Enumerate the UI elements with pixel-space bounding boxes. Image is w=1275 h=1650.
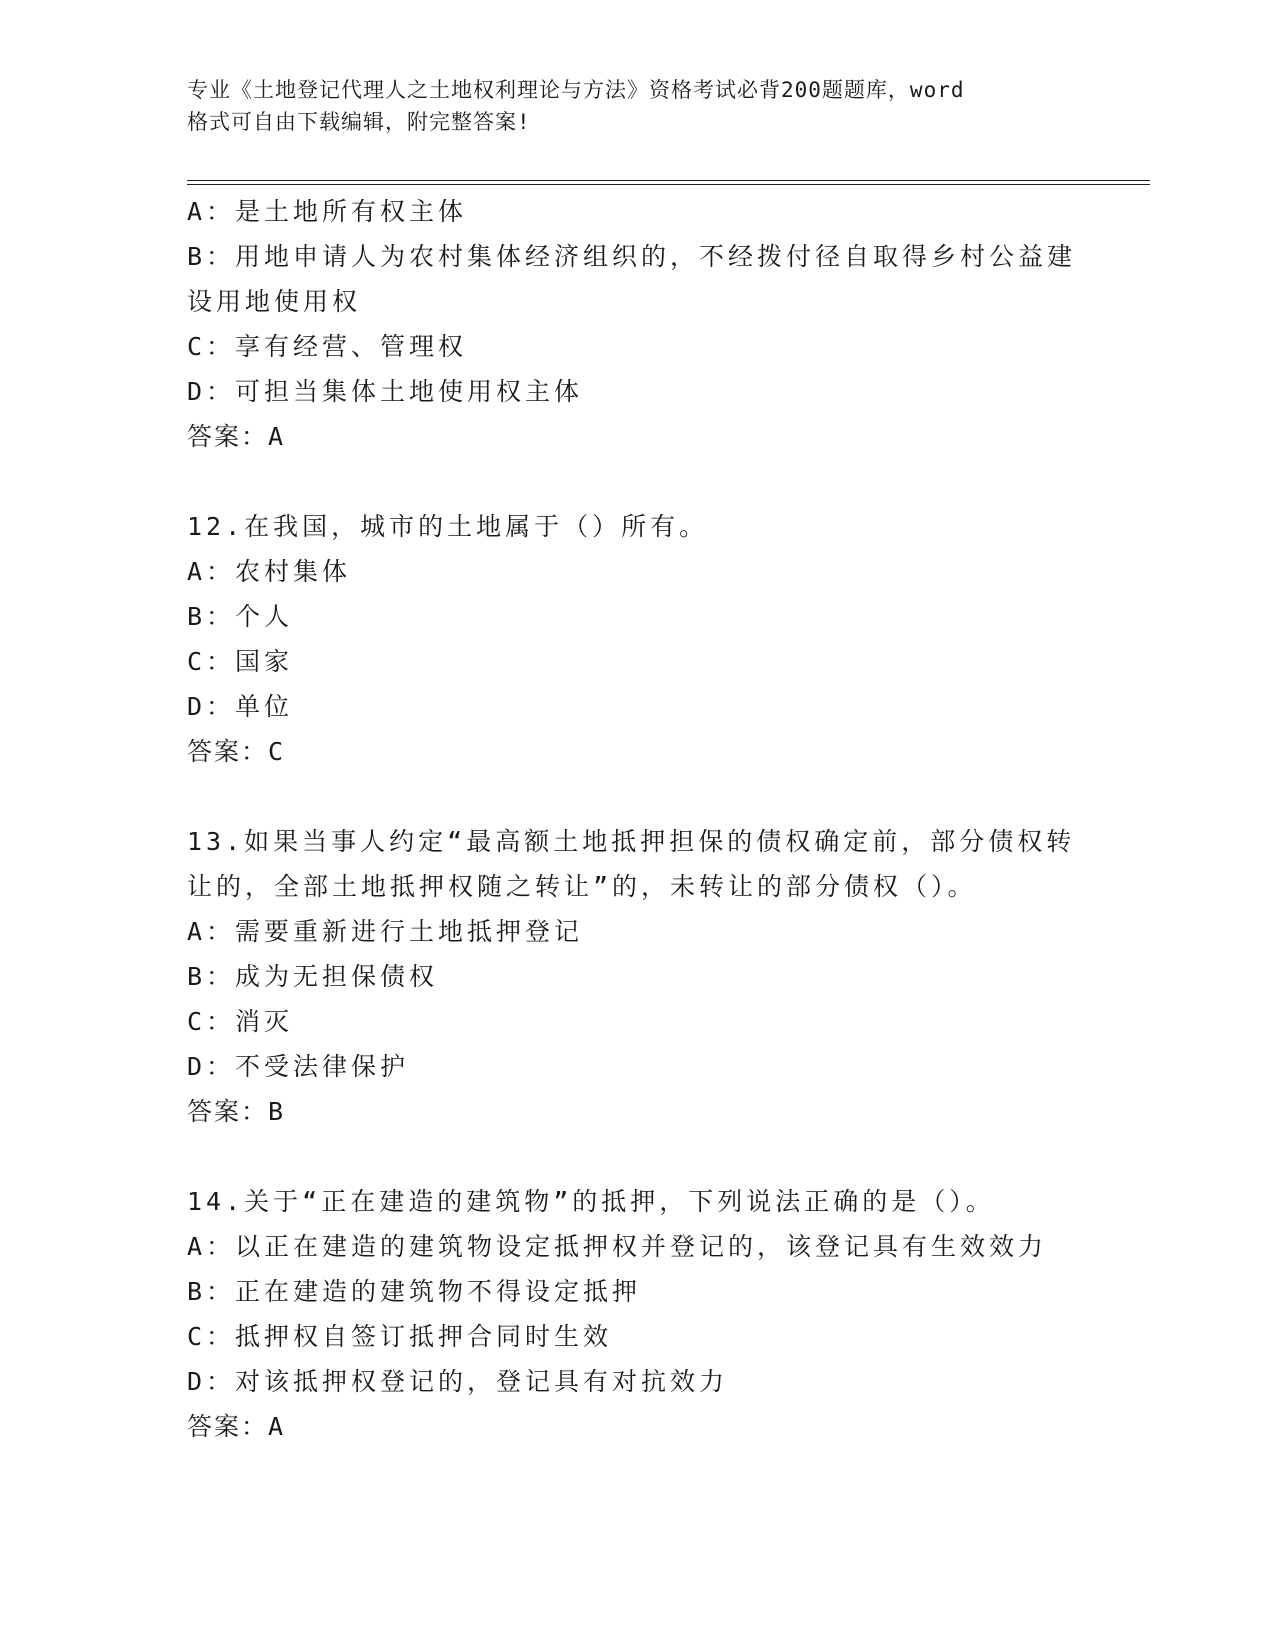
option-b: B：正在建造的建筑物不得设定抵押: [187, 1277, 642, 1306]
answer: 答案：B: [187, 1097, 286, 1126]
option-a: A：以正在建造的建筑物设定抵押权并登记的，该登记具有生效效力: [187, 1232, 1048, 1261]
header-line-2: 格式可自由下载编辑，附完整答案!: [187, 110, 531, 134]
option-b: B：个人: [187, 602, 294, 631]
question-stem: 14.关于“正在建造的建筑物”的抵押，下列说法正确的是（）。: [187, 1187, 995, 1216]
answer: 答案：A: [187, 1412, 286, 1441]
option-a: A：是土地所有权主体: [187, 197, 468, 226]
option-c: C：国家: [187, 647, 294, 676]
question-13: [187, 819, 1087, 1134]
question-stem: 12.在我国，城市的土地属于（）所有。: [187, 512, 709, 541]
option-c: C：抵押权自签订抵押合同时生效: [187, 1322, 613, 1351]
option-a: A：需要重新进行土地抵押登记: [187, 917, 584, 946]
option-c: C：消灭: [187, 1007, 294, 1036]
answer: 答案：A: [187, 422, 286, 451]
header-divider-bottom: [187, 184, 1150, 185]
question-11: [187, 189, 1087, 459]
option-d: D：单位: [187, 692, 294, 721]
spacer: [187, 459, 1087, 504]
option-b: B：成为无担保债权: [187, 962, 439, 991]
option-b-line-2: 设用地使用权: [187, 287, 362, 316]
spacer: [187, 1134, 1087, 1179]
option-b-line-1: B：用地申请人为农村集体经济组织的，不经拨付径自取得乡村公益建: [187, 242, 1077, 271]
question-list: [187, 189, 1087, 1449]
option-d: D：可担当集体土地使用权主体: [187, 377, 584, 406]
question-12: [187, 504, 1087, 774]
option-c: C：享有经营、管理权: [187, 332, 468, 361]
option-a: A：农村集体: [187, 557, 352, 586]
question-stem-line-2: 让的，全部土地抵押权随之转让”的，未转让的部分债权（）。: [187, 872, 977, 901]
question-stem-line-1: 13.如果当事人约定“最高额土地抵押担保的债权确定前，部分债权转: [187, 827, 1076, 856]
option-d: D：对该抵押权登记的，登记具有对抗效力: [187, 1367, 729, 1396]
document-header: [187, 74, 1087, 138]
question-14: [187, 1179, 1087, 1449]
option-d: D：不受法律保护: [187, 1052, 410, 1081]
answer: 答案：C: [187, 737, 286, 766]
spacer: [187, 774, 1087, 819]
header-divider-top: [187, 180, 1150, 181]
header-line-1: 专业《土地登记代理人之土地权利理论与方法》资格考试必背200题题库，word: [187, 78, 965, 102]
